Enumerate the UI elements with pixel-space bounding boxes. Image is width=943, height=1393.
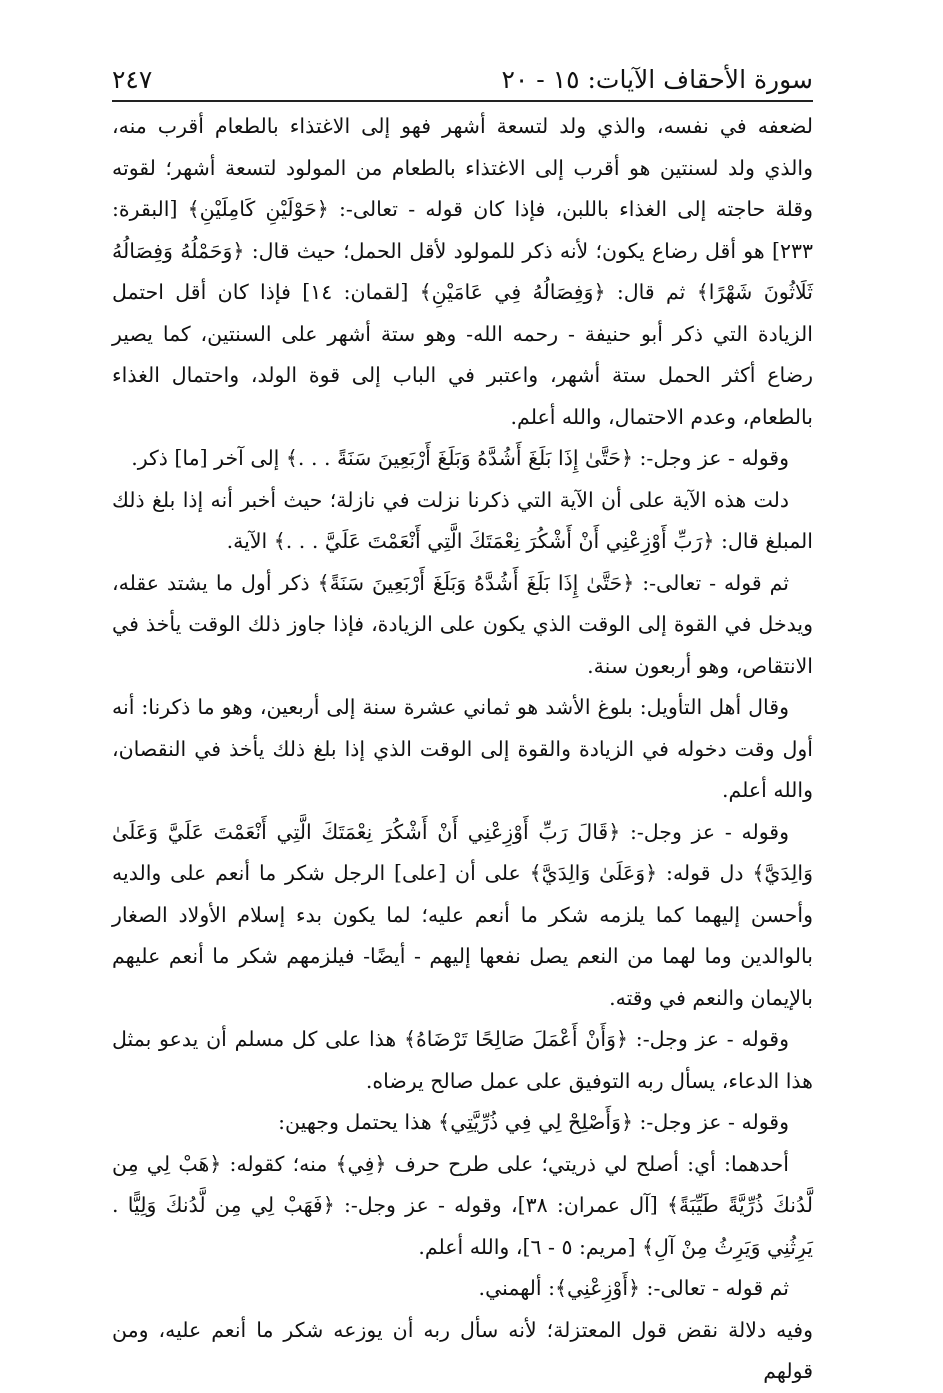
paragraph: ثم قوله - تعالى-: ﴿أَوْزِعْنِي﴾: ألهمني. — [478, 1276, 789, 1300]
page-number: ٢٤٧ — [112, 65, 153, 94]
paragraph: وفيه دلالة نقض قول المعتزلة؛ لأنه سأل ربه أن يوزعه شكر ما أنعم عليه، ومن قولهم — [112, 1317, 813, 1383]
header-surah-title: سورة الأحقاف الآيات: ١٥ - ٢٠ — [501, 65, 813, 94]
paragraph: لضعفه في نفسه، والذي ولد لتسعة أشهر فهو إلى الاغتذاء بالطعام أقرب منه، والذي ولد لسنتين هو أقرب إلى الاغتذاء بالطعام من المولود لتسعة أشهر؛ لقوته وقلة حاجته إلى الغذاء باللبن، فإذا كان قوله - تعالى-: ﴿حَوْلَيْنِ كَامِلَيْنِ﴾ [البقرة: ٢٣٣] هو أقل رضاع يكون؛ لأنه ذكر للمولود لأقل الحمل؛ حيث قال: ﴿وَحَمْلُهُ وَفِصَالُهُ ثَلَاثُونَ شَهْرًا﴾ ثم قال: ﴿وَفِصَالُهُ فِي عَامَيْنِ﴾ [لقمان: ١٤] فإذا كان أقل احتمل الزيادة التي ذكر أبو حنيفة - رحمه الله- وهو ستة أشهر على السنتين، كما يصير رضاع أكثر الحمل ستة أشهر، واعتبر في الباب إلى قوة الولد، واحتمال الغذاء بالطعام، وعدم الاحتمال، والله أعلم. — [112, 114, 813, 429]
paragraph: وقوله - عز وجل-: ﴿حَتَّىٰ إِذَا بَلَغَ أَشُدَّهُ وَبَلَغَ أَرْبَعِينَ سَنَةً . . .﴾ إلى آخر [ما] ذكر. — [131, 446, 789, 470]
paragraph: وقال أهل التأويل: بلوغ الأشد هو ثماني عشرة سنة إلى أربعين، وهو ما ذكرنا: أنه أول وقت دخوله في الزيادة والقوة إلى الوقت الذي إذا بلغ ذلك يأخذ في النقصان، والله أعلم. — [112, 695, 813, 802]
page-body — [112, 106, 813, 1393]
paragraph: وقوله - عز وجل-: ﴿وَأَصْلِحْ لِي فِي ذُرِّيَّتِي﴾ هذا يحتمل وجهين: — [278, 1110, 789, 1134]
paragraph: وقوله - عز وجل-: ﴿قَالَ رَبِّ أَوْزِعْنِي أَنْ أَشْكُرَ نِعْمَتَكَ الَّتِي أَنْعَمْتَ عَلَيَّ وَعَلَىٰ وَالِدَيَّ﴾ دل قوله: ﴿وَعَلَىٰ وَالِدَيَّ﴾ على أن [على] الرجل شكر ما أنعم على والديه وأحسن إليهما كما يلزمه شكر ما أنعم عليه؛ لما يكون بدء إسلام الأولاد الصغار بالوالدين وما لهما من النعم يصل نفعها إليهم - أيضًا- فيلزمهم شكر ما أنعم عليهم بالإيمان والنعم في وقته. — [112, 819, 813, 1010]
paragraph: أحدهما: أي: أصلح لي ذريتي؛ على طرح حرف ﴿فِي﴾ منه؛ كقوله: ﴿هَبْ لِي مِن لَّدُنكَ ذُرِّيَّةً طَيِّبَةً﴾ [آل عمران: ٣٨]، وقوله - عز وجل-: ﴿فَهَبْ لِي مِن لَّدُنكَ وَلِيًّا . يَرِثُنِي وَيَرِثُ مِنْ آلِ﴾ [مريم: ٥ - ٦]، والله أعلم. — [112, 1151, 813, 1259]
paragraph: وقوله - عز وجل-: ﴿وَأَنْ أَعْمَلَ صَالِحًا تَرْضَاهُ﴾ هذا على كل مسلم أن يدعو بمثل هذا الدعاء، يسأل ربه التوفيق على عمل صالح يرضاه. — [112, 1027, 813, 1093]
running-header — [112, 52, 813, 102]
paragraph: دلت هذه الآية على أن الآية التي ذكرنا نزلت في نازلة؛ حيث أخبر أنه إذا بلغ ذلك المبلغ قال: ﴿رَبِّ أَوْزِعْنِي أَنْ أَشْكُرَ نِعْمَتَكَ الَّتِي أَنْعَمْتَ عَلَيَّ . . .﴾ الآية. — [112, 487, 813, 553]
paragraph: ثم قوله - تعالى-: ﴿حَتَّىٰ إِذَا بَلَغَ أَشُدَّهُ وَبَلَغَ أَرْبَعِينَ سَنَةً﴾ ذكر أول ما يشتد عقله، ويدخل في القوة إلى الوقت الذي يكون على الزيادة، فإذا جاوز ذلك الوقت يأخذ في الانتقاص، وهو أربعون سنة. — [112, 570, 813, 678]
